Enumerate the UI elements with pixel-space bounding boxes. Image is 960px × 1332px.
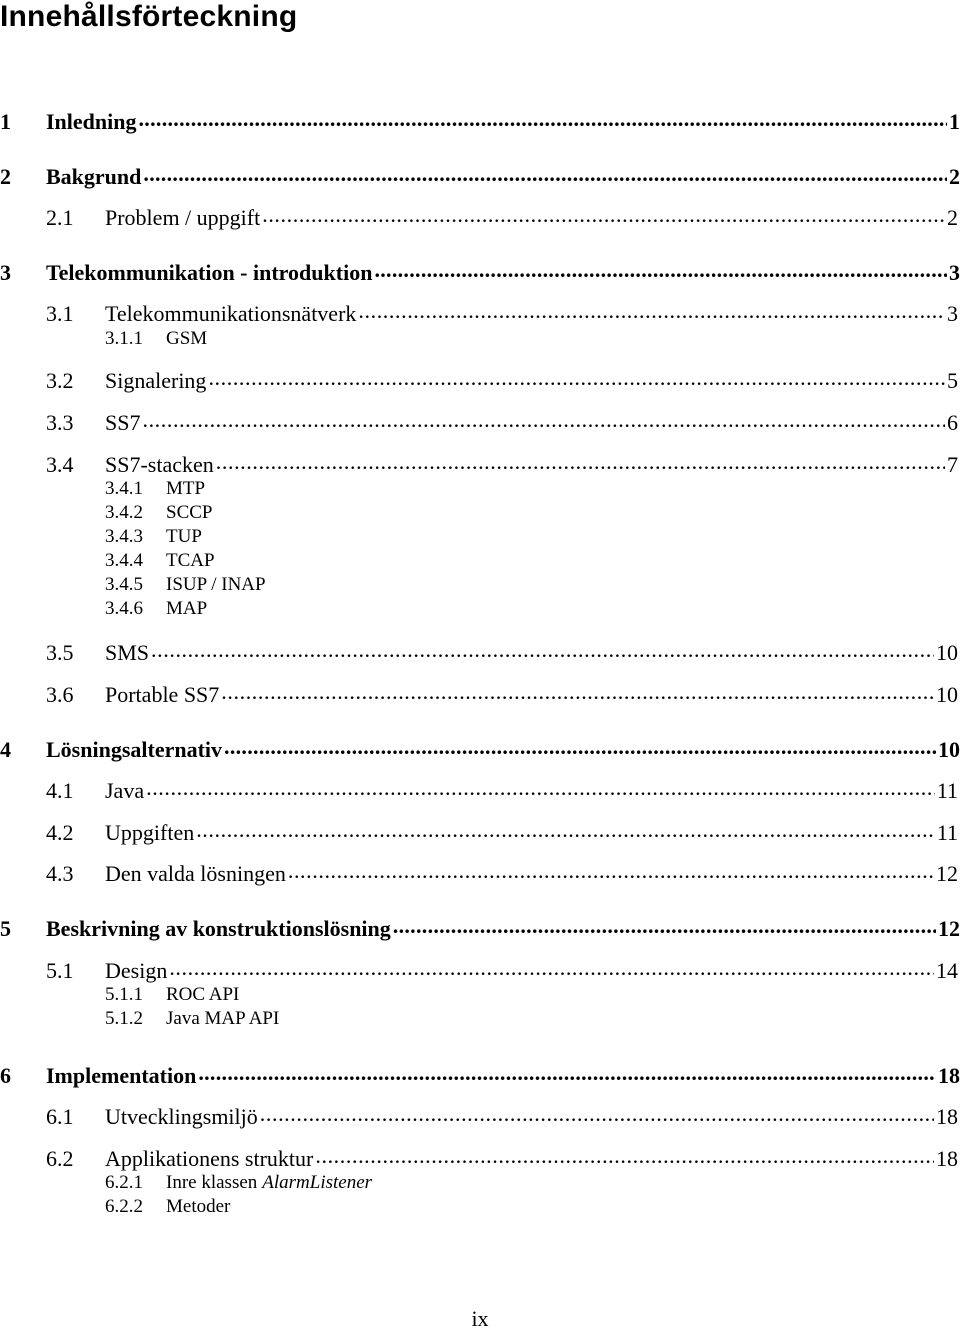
page-number: 5 — [947, 368, 958, 393]
section-number: 6 — [0, 1063, 11, 1088]
section-number: 6.1 — [46, 1104, 74, 1129]
section-number: 2.1 — [46, 205, 74, 230]
dot-leader — [358, 299, 945, 321]
toc-entry-3-6[interactable] — [46, 680, 958, 708]
section-number: 1 — [0, 109, 11, 134]
section-title: SS7-stacken — [105, 452, 214, 477]
section-number: 3.4.1 — [105, 478, 143, 499]
toc-entry-3-4-6[interactable] — [105, 598, 958, 620]
dot-leader — [315, 1144, 934, 1166]
toc-entry-4-1[interactable] — [46, 776, 958, 804]
toc-entry-2[interactable] — [0, 162, 960, 190]
section-number: 4.1 — [46, 778, 74, 803]
toc-entry-3-1-1[interactable] — [105, 328, 958, 350]
toc-entry-5-1[interactable] — [46, 956, 958, 984]
page-number: 2 — [949, 164, 960, 189]
toc-entry-3-4-3[interactable] — [105, 526, 958, 548]
dot-leader — [208, 366, 945, 388]
dot-leader — [224, 735, 936, 757]
dot-leader — [221, 680, 934, 702]
footer-page-number: ix — [471, 1306, 489, 1331]
section-title: Portable SS7 — [105, 682, 220, 707]
section-number: 4.3 — [46, 861, 74, 886]
section-number: 5 — [0, 916, 11, 941]
section-number: 3.6 — [46, 682, 74, 707]
toc-entry-5[interactable] — [0, 914, 960, 942]
section-number: 5.1.2 — [105, 1008, 143, 1029]
dot-leader — [288, 859, 934, 881]
section-title: Problem / uppgift — [105, 205, 261, 230]
toc-entry-6-2-1[interactable] — [105, 1172, 958, 1194]
section-title: Beskrivning av konstruktionslösning — [46, 916, 391, 941]
section-number: 2 — [0, 164, 11, 189]
dot-leader — [216, 450, 945, 472]
page-title: Innehållsförteckning — [0, 0, 298, 33]
section-number: 3.5 — [46, 640, 74, 665]
toc-entry-2-1[interactable] — [46, 203, 958, 231]
toc-entry-3[interactable] — [0, 258, 960, 286]
section-number: 3.2 — [46, 368, 74, 393]
section-title: TCAP — [166, 550, 215, 571]
toc-entry-3-5[interactable] — [46, 638, 958, 666]
toc-entry-6-2-2[interactable] — [105, 1196, 958, 1218]
toc-entry-4-2[interactable] — [46, 818, 958, 846]
section-number: 3.4.6 — [105, 598, 143, 619]
section-number: 3.4 — [46, 452, 74, 477]
section-title: SCCP — [166, 502, 213, 523]
section-number: 3.1.1 — [105, 328, 143, 349]
dot-leader — [374, 258, 947, 280]
toc-entry-3-1[interactable] — [46, 299, 958, 327]
toc-entry-4[interactable] — [0, 735, 960, 763]
section-title: Implementation — [46, 1063, 197, 1088]
page-number: 11 — [936, 820, 958, 845]
page-number: 1 — [949, 109, 960, 134]
section-title: Den valda lösningen — [105, 861, 286, 886]
toc-entry-3-4-4[interactable] — [105, 550, 958, 572]
section-title: Inre klassen — [166, 1172, 258, 1193]
dot-leader — [262, 203, 945, 225]
toc-entry-5-1-1[interactable] — [105, 984, 958, 1006]
toc-entry-3-4[interactable] — [46, 450, 958, 478]
section-number: 5.1.1 — [105, 984, 143, 1005]
page-number: 11 — [936, 778, 958, 803]
page-number: 18 — [936, 1146, 958, 1171]
page-number: 3 — [949, 260, 960, 285]
section-title: Telekommunikationsnätverk — [105, 301, 357, 326]
toc-entry-3-3[interactable] — [46, 408, 958, 436]
toc-entry-6-2[interactable] — [46, 1144, 958, 1172]
dot-leader — [260, 1102, 934, 1124]
dot-leader — [151, 638, 934, 660]
dot-leader — [393, 914, 936, 936]
section-title-class-name: AlarmListener — [262, 1172, 373, 1193]
section-title: ROC API — [166, 984, 240, 1005]
section-title: Bakgrund — [46, 164, 142, 189]
section-title: MTP — [166, 478, 206, 499]
section-title: Java — [105, 778, 145, 803]
dot-leader — [139, 107, 948, 129]
section-title: Telekommunikation - introduktion — [46, 260, 373, 285]
section-number: 3.4.3 — [105, 526, 143, 547]
toc-entry-3-4-5[interactable] — [105, 574, 958, 596]
page-number: 6 — [947, 410, 958, 435]
section-number: 6.2.1 — [105, 1172, 143, 1193]
section-number: 4.2 — [46, 820, 74, 845]
section-title: Utvecklingsmiljö — [105, 1104, 258, 1129]
section-number: 3 — [0, 260, 11, 285]
section-title: Metoder — [166, 1196, 231, 1217]
page-number: 12 — [938, 916, 960, 941]
section-title: Uppgiften — [105, 820, 195, 845]
page-number: 10 — [936, 640, 958, 665]
dot-leader — [196, 818, 935, 840]
section-title: SS7 — [105, 410, 141, 435]
toc-entry-3-4-2[interactable] — [105, 502, 958, 524]
toc-entry-6[interactable] — [0, 1061, 960, 1089]
section-number: 5.1 — [46, 958, 74, 983]
section-number: 3.3 — [46, 410, 74, 435]
section-title: Design — [105, 958, 168, 983]
section-number: 3.4.5 — [105, 574, 143, 595]
page-number: 18 — [938, 1063, 960, 1088]
toc-entry-5-1-2[interactable] — [105, 1008, 958, 1030]
section-title: TUP — [166, 526, 202, 547]
page-number: 3 — [947, 301, 958, 326]
dot-leader — [198, 1061, 936, 1083]
dot-leader — [169, 956, 934, 978]
dot-leader — [143, 162, 947, 184]
section-title: ISUP / INAP — [166, 574, 266, 595]
section-number: 6.2.2 — [105, 1196, 143, 1217]
section-number: 4 — [0, 737, 11, 762]
section-title: Applikationens struktur — [105, 1146, 314, 1171]
toc-entry-4-3[interactable] — [46, 859, 958, 887]
dot-leader — [146, 776, 935, 798]
section-title: SMS — [105, 640, 150, 665]
toc-entry-1[interactable] — [0, 107, 960, 135]
dot-leader — [142, 408, 945, 430]
page-number: 12 — [936, 861, 958, 886]
section-title: MAP — [166, 598, 208, 619]
section-title: Inledning — [46, 109, 137, 134]
section-number: 3.4.2 — [105, 502, 143, 523]
page-number: 10 — [938, 737, 960, 762]
section-title: Lösningsalternativ — [46, 737, 223, 762]
page-number: 10 — [936, 682, 958, 707]
page-number: 2 — [947, 205, 958, 230]
section-number: 6.2 — [46, 1146, 74, 1171]
toc-entry-3-2[interactable] — [46, 366, 958, 394]
page-number: 14 — [936, 958, 958, 983]
section-number: 3.1 — [46, 301, 74, 326]
section-title: Java MAP API — [166, 1008, 280, 1029]
page-number: 7 — [947, 452, 958, 477]
section-number: 3.4.4 — [105, 550, 143, 571]
section-title: Signalering — [105, 368, 207, 393]
toc-entry-6-1[interactable] — [46, 1102, 958, 1130]
toc-entry-3-4-1[interactable] — [105, 478, 958, 500]
page-number: 18 — [936, 1104, 958, 1129]
section-title: GSM — [166, 328, 208, 349]
